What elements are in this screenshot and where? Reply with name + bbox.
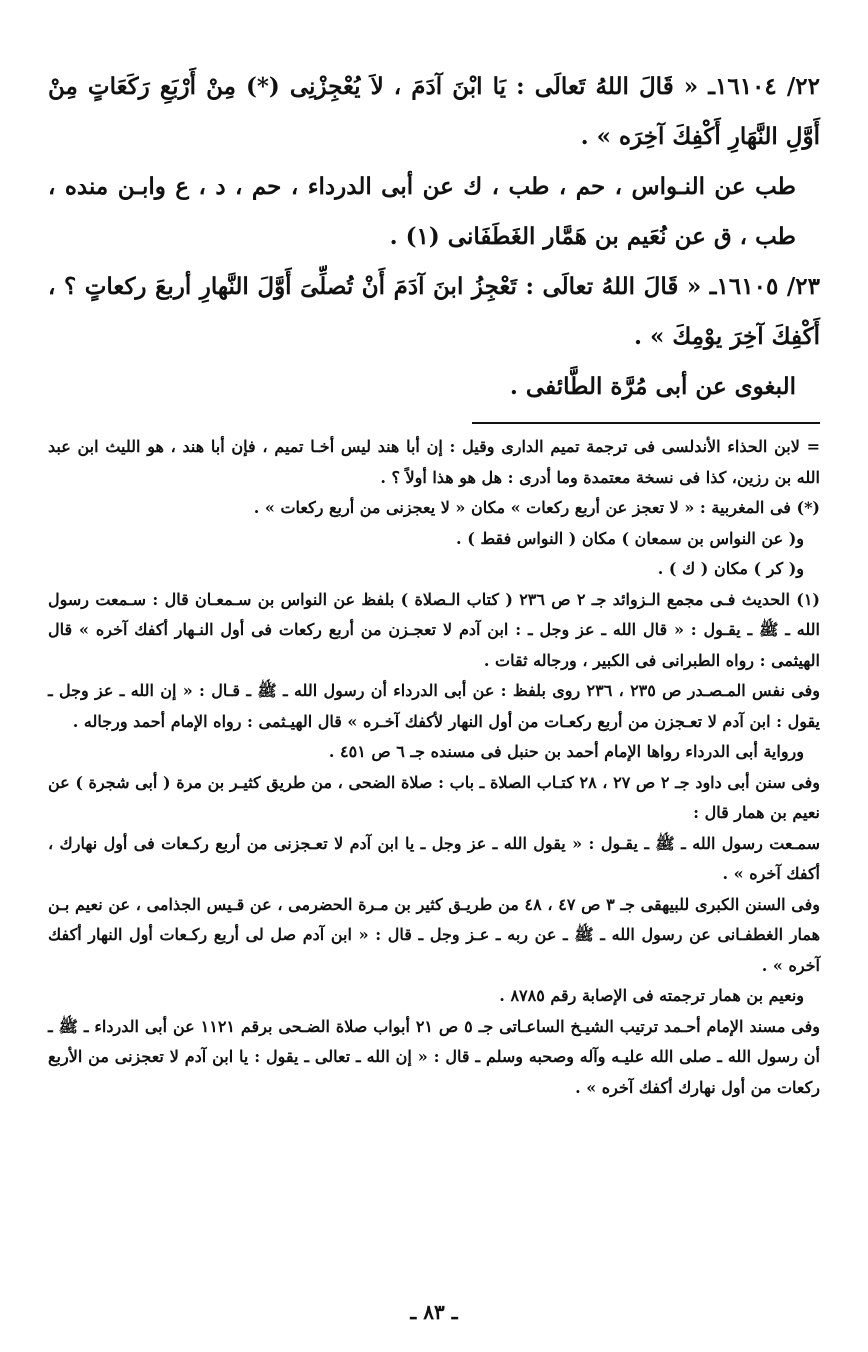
footnotes bbox=[48, 432, 820, 1103]
page-number: ـ ٨٣ ـ bbox=[410, 1300, 458, 1324]
footnote-1-para-4: وفى سنن أبى داود جـ ٢ ص ٢٧ ، ٢٨ كتـاب الصلاة ـ باب : صلاة الضحى ، من طريق كثيـر بن مرة ( أبى شجرة ) عن نعيم بن همار قال : bbox=[48, 772, 821, 822]
footnote-star: (*) فى المغربية : « لا تعجز عن أربع ركعات » مكان « لا يعجزنى من أربع ركعات » . bbox=[253, 498, 820, 517]
hadith-16105: ٢٣/ ١٦١٠٥ـ « قَالَ اللهُ تعالَى : تَعْجِزُ ابنَ آدَمَ أَنْ تُصلِّىَ أَوَّلَ النَّهارِ أربعَ ركعاتٍ ؟ ، أَكْفِكَ آخِرَ يوْمِكَ » . bbox=[48, 273, 820, 350]
hadith-16105-source: البغوى عن أبى مُرَّة الطَّائفى . bbox=[509, 373, 796, 400]
hadith-16104: ٢٢/ ١٦١٠٤ـ « قَالَ اللهُ تَعالَى : يَا ابْنَ آدَمَ ، لاَ يُعْجِزْنِى (*) مِنْ أَرْبَعِ رَكَعَاتٍ مِنْ أَوَّلِ النَّهَارِ أَكْفِكَ آخِرَه » . bbox=[48, 73, 820, 150]
footnote-1-para-3: ورواية أبى الدرداء رواها الإمام أحمد بن حنبل فى مسنده جـ ٦ ص ٤٥١ . bbox=[328, 742, 804, 761]
footnote-divider bbox=[472, 422, 820, 424]
main-text bbox=[48, 62, 820, 412]
footnote-star-variant-2: و( كر ) مكان ( ك ) . bbox=[657, 559, 804, 578]
footnote-star-variant-1: و( عن النواس بن سمعان ) مكان ( النواس فقط ) . bbox=[456, 528, 804, 548]
footnote-1-para-5: سمـعت رسول الله ـ ﷺ ـ يقـول : « يقول الله ـ عز وجل ـ يا ابن آدم لا تعـجزنى من أربع ركـعات فى أول نهارك ، أكفك آخره » . bbox=[48, 833, 821, 883]
footnote-continuation: = لابن الحذاء الأندلسى فى ترجمة تميم الدارى وقيل : إن أبا هند ليس أخـا تميم ، فإن أبا هند ، هو الليث ابن عبد الله بن رزين، كذا فى نسخة معتمدة وما أدرى : هل هو هذا أولاً ؟ . bbox=[48, 437, 820, 487]
footnote-1-para-2: وفى نفس المـصـدر ص ٢٣٥ ، ٢٣٦ روى بلفظ : عن أبى الدرداء أن رسول الله ـ ﷺ ـ قـال : « إن الله ـ عز وجل ـ يقول : ابن آدم لا تعـجزن من أربع ركعـات من أول النهار لأكفك آخـره » قال الهيـثمى : رواه الإمام أحمد ورجاله . bbox=[48, 681, 820, 731]
footnote-1-para-7: ونعيم بن همار ترجمته فى الإصابة رقم ٨٧٨٥ . bbox=[499, 986, 804, 1005]
footnote-1-para-6: وفى السنن الكبرى للبيهقى جـ ٣ ص ٤٧ ، ٤٨ من طريـق كثير بن مـرة الحضرمى ، عن قـيس الجذامى ، عن نعيم بـن همار الغطفـانى عن رسول الله ـ ﷺ ـ عن ربه ـ عـز وجل ـ قال : « ابن آدم صل لى أربع ركـعات أول النهار أكفك آخره » . bbox=[48, 894, 821, 975]
hadith-16104-source: طب عن النـواس ، حم ، طب ، ك عن أبى الدرداء ، حم ، د ، ع وابـن منده ، طب ، ق عن نُعَيم بن هَمَّار الغَطَفَانى (١) . bbox=[48, 173, 796, 250]
footnote-1: (١) الحديث فـى مجمع الـزوائد جـ ٢ ص ٢٣٦ ( كتاب الـصلاة ) بلفظ عن النواس بن سـمعـان قال : سـمعت رسول الله ـ ﷺ ـ يقـول : « قال الله ـ عز وجل ـ : ابن آدم لا تعجـزن من أربع ركعات فى أول النـهار أكفك آخره » قال الهيثمى : رواه الطبرانى فى الكبير ، ورجاله ثقات . bbox=[48, 589, 820, 670]
footnote-1-para-8: وفى مسند الإمام أحـمد ترتيب الشيـخ الساعـاتى جـ ٥ ص ٢١ أبواب صلاة الضـحى برقم ١١٢١ عن أبى الدرداء ـ ﷺ ـ أن رسول الله ـ صلى الله عليـه وآله وصحبه وسلم ـ قال : « إن الله ـ تعالى ـ يقول : يا ابن آدم لا تعجزنى من الأربع ركعات من أول نهارك أكفك آخره » . bbox=[48, 1016, 821, 1097]
